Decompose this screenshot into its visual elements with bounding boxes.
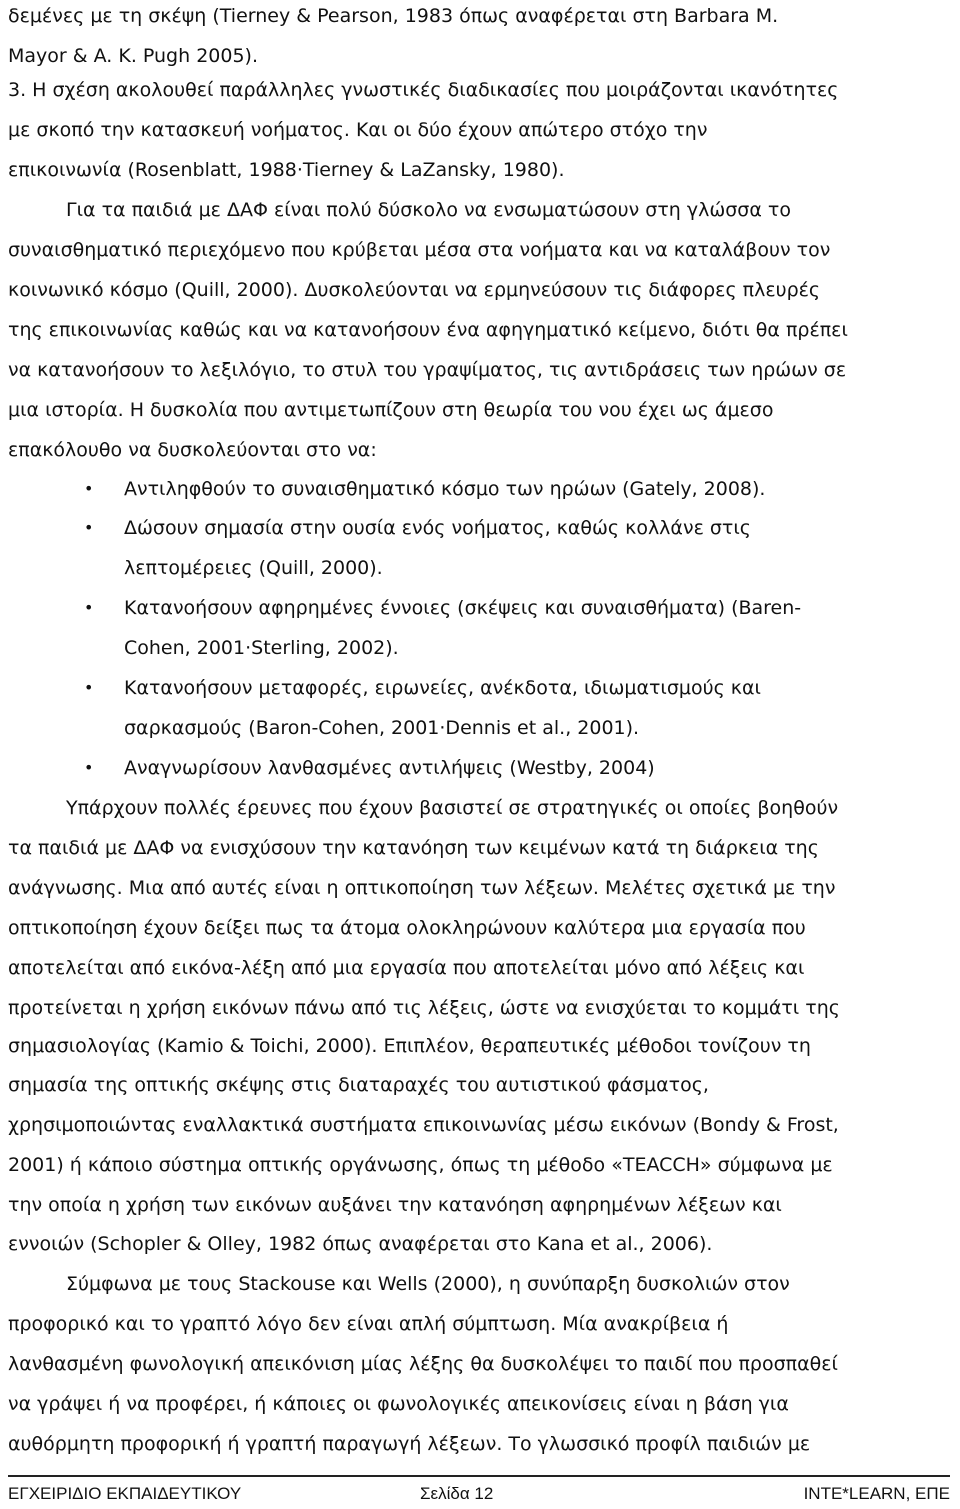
footer-company: INTE*LEARN, ΕΠΕ (803, 1484, 950, 1503)
text-line: χρησιμοποιώντας εναλλακτικά συστήματα επικοινωνίας μέσω εικόνων (Bondy & Frost, (8, 1114, 839, 1136)
text-line: επακόλουθο να δυσκολεύονται στο να: (8, 439, 377, 461)
list-item-continuation: λεπτομέρειες (Quill, 2000). (124, 557, 383, 579)
bullet-icon: • (84, 758, 94, 777)
text-line: δεμένες με τη σκέψη (Tierney & Pearson, 1983 όπως αναφέρεται στη Barbara M. (8, 5, 779, 27)
text-line: σημασία της οπτικής σκέψης στις διαταραχές του αυτιστικού φάσματος, (8, 1074, 709, 1096)
text-line: 2001) ή κάποιο σύστημα οπτικής οργάνωσης, όπως τη μέθοδο «TEACCH» σύμφωνα με (8, 1154, 833, 1176)
bullet-icon: • (84, 678, 94, 697)
list-item: Κατανοήσουν μεταφορές, ειρωνείες, ανέκδοτα, ιδιωματισμούς και (124, 677, 761, 699)
text-line: σημασιολογίας (Kamio & Toichi, 2000). Επιπλέον, θεραπευτικές μέθοδοι τονίζουν τη (8, 1035, 811, 1057)
text-line: τα παιδιά με ΔΑΦ να ενισχύσουν την κατανόηση των κειμένων κατά τη διάρκεια της (8, 837, 819, 859)
text-line: συναισθηματικό περιεχόμενο που κρύβεται μέσα στα νοήματα και να καταλάβουν τον (8, 239, 831, 261)
bullet-icon: • (84, 479, 94, 498)
footer-divider (8, 1475, 950, 1477)
bullet-icon: • (84, 518, 94, 537)
text-line: εννοιών (Schopler & Olley, 1982 όπως αναφέρεται στο Kana et al., 2006). (8, 1233, 713, 1255)
paragraph-3-start: Σύμφωνα με τους Stackouse και Wells (2000), η συνύπαρξη δυσκολιών στον (66, 1273, 790, 1295)
list-item: Κατανοήσουν αφηρημένες έννοιες (σκέψεις και συναισθήματα) (Baren- (124, 597, 802, 619)
text-line: μια ιστορία. Η δυσκολία που αντιμετωπίζουν στη θεωρία του νου έχει ως άμεσο (8, 399, 774, 421)
text-line: προφορικό και το γραπτό λόγο δεν είναι απλή σύμπτωση. Μία ανακρίβεια ή (8, 1313, 729, 1335)
text-line: οπτικοποίηση έχουν δείξει πως τα άτομα ολοκληρώνουν καλύτερα μια εργασία που (8, 917, 806, 939)
paragraph-1-start: Για τα παιδιά με ΔΑΦ είναι πολύ δύσκολο να ενσωματώσουν στη γλώσσα το (66, 199, 791, 221)
text-line: κοινωνικό κόσμο (Quill, 2000). Δυσκολεύονται να ερμηνεύσουν τις διάφορες πλευρές (8, 279, 821, 301)
text-line: με σκοπό την κατασκευή νοήματος. Και οι δύο έχουν απώτερο στόχο την (8, 119, 708, 141)
text-line: Mayor & A. K. Pugh 2005). (8, 45, 259, 67)
text-line: αποτελείται από εικόνα-λέξη από μια εργασία που αποτελείται μόνο από λέξεις και (8, 957, 805, 979)
list-item-continuation: Cohen, 2001·Sterling, 2002). (124, 637, 399, 659)
text-line: της επικοινωνίας καθώς και να κατανοήσουν ένα αφηγηματικό κείμενο, διότι θα πρέπει (8, 319, 848, 341)
numbered-item-3: 3. Η σχέση ακολουθεί παράλληλες γνωστικές διαδικασίες που μοιράζονται ικανότητες (8, 79, 839, 101)
list-item-continuation: σαρκασμούς (Baron-Cohen, 2001·Dennis et al., 2001). (124, 717, 640, 739)
text-line: ανάγνωσης. Μια από αυτές είναι η οπτικοποίηση των λέξεων. Μελέτες σχετικά με την (8, 877, 836, 899)
page-number: Σελίδα 12 (420, 1484, 494, 1503)
bullet-icon: • (84, 598, 94, 617)
text-line: λανθασμένη φωνολογική απεικόνιση μίας λέξης θα δυσκολέψει το παιδί που προσπαθεί (8, 1353, 838, 1375)
footer-title: ΕΓΧΕΙΡΙΔΙΟ ΕΚΠΑΙΔΕΥΤΙΚΟΥ (8, 1484, 242, 1503)
paragraph-2-start: Υπάρχουν πολλές έρευνες που έχουν βασιστεί σε στρατηγικές οι οποίες βοηθούν (66, 797, 839, 819)
text-line: να γράψει ή να προφέρει, ή κάποιες οι φωνολογικές απεικονίσεις είναι η βάση για (8, 1393, 789, 1415)
list-item: Δώσουν σημασία στην ουσία ενός νοήματος, καθώς κολλάνε στις (124, 517, 751, 539)
text-line: αυθόρμητη προφορική ή γραπτή παραγωγή λέξεων. Το γλωσσικό προφίλ παιδιών με (8, 1433, 811, 1455)
text-line: προτείνεται η χρήση εικόνων πάνω από τις λέξεις, ώστε να ενισχύεται το κομμάτι της (8, 997, 840, 1019)
text-line: επικοινωνία (Rosenblatt, 1988·Tierney & LaZansky, 1980). (8, 159, 565, 181)
list-item: Αντιληφθούν το συναισθηματικό κόσμο των ηρώων (Gately, 2008). (124, 478, 766, 500)
list-item: Αναγνωρίσουν λανθασμένες αντιλήψεις (Westby, 2004) (124, 757, 655, 779)
text-line: να κατανοήσουν το λεξιλόγιο, το στυλ του γραψίματος, τις αντιδράσεις των ηρώων σε (8, 359, 847, 381)
text-line: την οποία η χρήση των εικόνων αυξάνει την κατανόηση αφηρημένων λέξεων και (8, 1194, 782, 1216)
